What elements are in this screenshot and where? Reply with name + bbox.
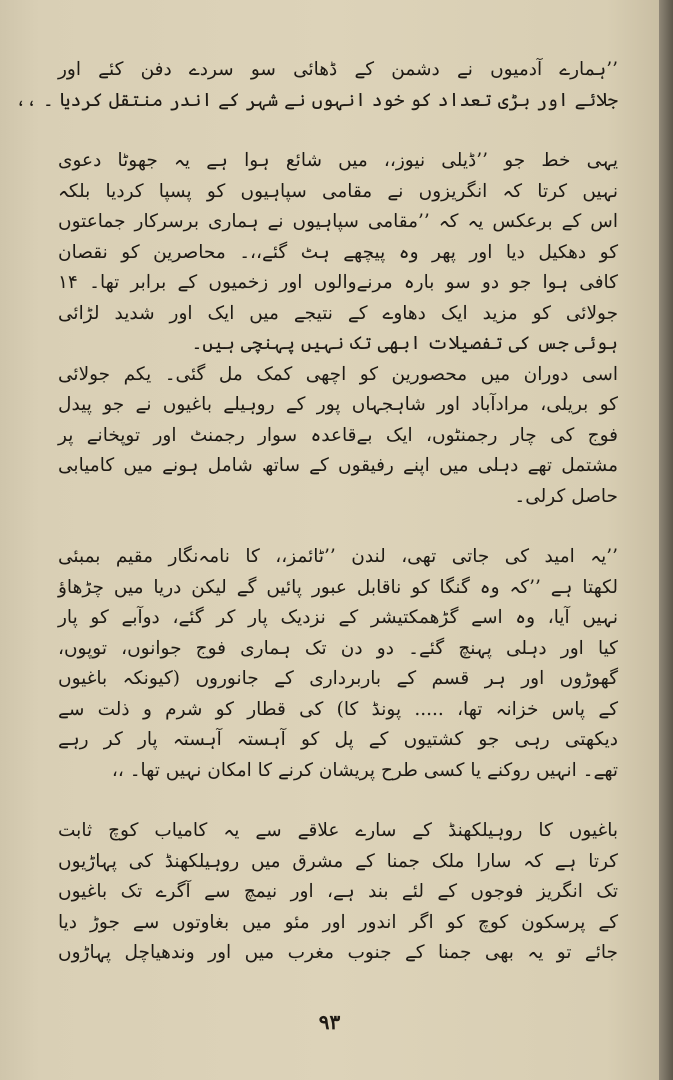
text-line: حاصل کرلی۔	[514, 485, 618, 507]
text-line: دیکھتی رہی جو کشتیوں کے پل کو آہستہ آہستہ پار کر رہے	[58, 729, 618, 750]
text-line: فوج کی چار رجمنٹوں، ایک بےقاعدہ سوار رجمنٹ اور توپخانے پر	[58, 424, 618, 446]
paragraph-spacer	[58, 116, 618, 146]
text-line: جلائے اور بڑی تعداد کو خود انہوں نے شہر کے اندر منتقل کردیا ۔ ،،	[15, 89, 618, 111]
text-line: اسی دوران میں محصورین کو اچھی کمک مل گئی۔ یکم جولائی	[58, 363, 618, 385]
text-line: ’’یہ امید کی جاتی تھی، لندن ’’ٹائمز،، کا نامہ‌نگار مقیم بمبئی	[58, 546, 618, 567]
paragraph-5	[58, 816, 618, 969]
paragraph-3	[58, 360, 618, 513]
paragraph-spacer	[58, 786, 618, 816]
text-line: کیا اور دہلی پہنچ گئے۔ دو دن تک ہماری فوج جوانوں، توپوں،	[58, 637, 618, 659]
text-line: کے پاس خزانہ تھا، ..... پونڈ کا) کی قطار کو شرم و ذلت سے	[58, 698, 618, 720]
paragraph-1	[15, 55, 618, 116]
paragraph-2	[58, 146, 618, 360]
text-line: تک انگریز فوجوں کے لئے بند ہے، اور نیمچ سے آگرے تک باغیوں	[58, 881, 618, 902]
paragraph-4	[58, 542, 618, 786]
text-line: ہوئی جس کی تفصیلات ابھی تک نہیں پہنچی ہیں۔	[191, 333, 618, 354]
text-line: نہیں آیا، وہ اسے گڑھمکتیشر کے نزدیک پار کر گئے، دوآبے کو پار	[58, 607, 618, 628]
text-line: جولائی کو مزید ایک دھاوے کے نتیجے میں ایک اور شدید لڑائی	[58, 302, 618, 324]
text-line: کافی ہوا جو دو سو بارہ مرنےوالوں اور زخمیوں کے برابر تھا۔ ۱۴	[58, 272, 618, 293]
text-line: تھے۔ انہیں روکنے یا کسی طرح پریشان کرنے کا امکان نہیں تھا۔ ،،	[111, 759, 618, 781]
text-line: لکھتا ہے ’’کہ وہ گنگا کو ناقابل عبور پائیں گے لیکن دریا میں چڑھاؤ	[58, 576, 618, 598]
text-line: گھوڑوں اور ہر قسم کے باربرداری کے جانوروں (کیونکہ باغیوں	[58, 668, 618, 689]
text-line: کو بریلی، مرادآباد اور شاہجہاں پور کے روہیلے باغیوں نے جو پیدل	[58, 394, 618, 415]
book-spine-edge	[659, 0, 673, 1080]
paragraph-spacer	[58, 512, 618, 542]
text-line: نہیں کرتا کہ انگریزوں نے مقامی سپاہیوں کو پسپا کردیا بلکہ	[58, 180, 618, 202]
text-line: ’’ہمارے آدمیوں نے دشمن کے ڈھائی سو سردے دفن کئے اور	[58, 59, 618, 80]
text-line: مشتمل تھے دہلی میں اپنے رفیقوں کے ساتھ شامل ہونے میں کامیابی	[58, 455, 618, 476]
text-line: کو دھکیل دیا اور پھر وہ پیچھے ہٹ گئے،،۔ محاصرین کو نقصان	[58, 241, 618, 263]
text-line: کے پرسکون کوچ کو اگر اندور اور مئو میں بغاوتوں سے جوڑ دیا	[58, 911, 618, 933]
text-line: باغیوں کا روہیلکھنڈ کے سارے علاقے سے یہ کامیاب کوچ ثابت	[58, 820, 618, 841]
page-number: ۹۳	[318, 1010, 341, 1034]
text-body	[15, 55, 618, 969]
text-line: یہی خط جو ’’ڈیلی نیوز،، میں شائع ہوا ہے یہ جھوٹا دعوی	[58, 150, 618, 171]
text-line: اس کے برعکس یہ کہ ’’مقامی سپاہیوں نے ہماری برسرکار جماعتوں	[58, 211, 618, 232]
text-line: کرتا ہے کہ سارا ملک جمنا کے مشرق میں روہیلکھنڈ کی پہاڑیوں	[58, 850, 618, 872]
text-line: جائے تو یہ بھی جمنا کے جنوب مغرب میں اور وندھیاچل پہاڑوں	[58, 942, 618, 963]
